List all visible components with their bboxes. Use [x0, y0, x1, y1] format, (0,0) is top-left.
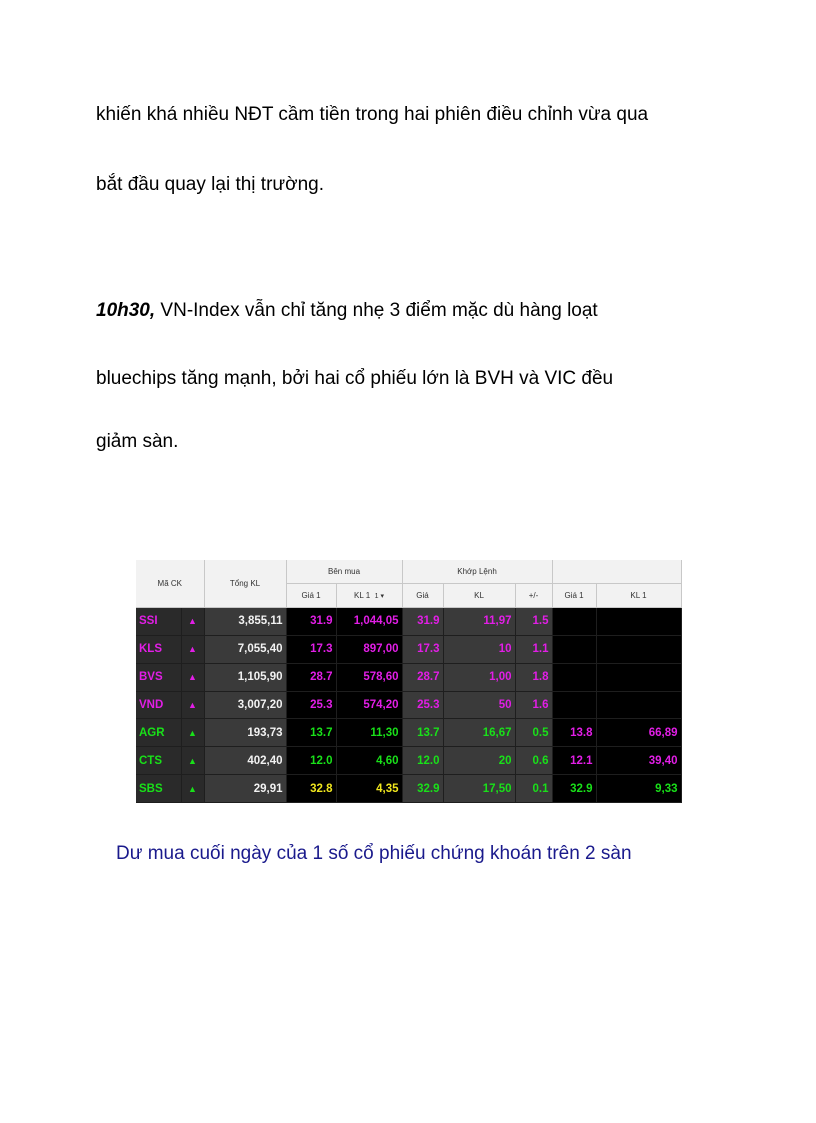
- buy-price-cell: 32.8: [286, 775, 336, 803]
- match-volume-cell: 20: [443, 747, 515, 775]
- up-arrow-icon: ▲: [181, 691, 204, 719]
- buy-price-cell: 12.0: [286, 747, 336, 775]
- header-symbol: Mã CK: [136, 560, 204, 608]
- header-total-volume: Tổng KL: [204, 560, 286, 608]
- match-volume-cell: 1,00: [443, 663, 515, 691]
- sell-price-cell: [552, 663, 596, 691]
- match-price-cell: 17.3: [402, 635, 443, 663]
- buy-volume-cell: 4,35: [336, 775, 402, 803]
- header-buy-vol1[interactable]: [336, 584, 402, 608]
- sell-price-cell: 32.9: [552, 775, 596, 803]
- buy-volume-cell: 11,30: [336, 719, 402, 747]
- total-volume-cell: 7,055,40: [204, 635, 286, 663]
- header-buy-vol1-label: KL 1: [354, 591, 371, 600]
- match-price-cell: 32.9: [402, 775, 443, 803]
- sell-price-cell: 12.1: [552, 747, 596, 775]
- figure-caption: Dư mua cuối ngày của 1 số cổ phiếu chứng khoán trên 2 sàn: [116, 843, 632, 864]
- match-price-cell: 25.3: [402, 691, 443, 719]
- header-sell-price1: Giá 1: [552, 584, 596, 608]
- up-arrow-icon: ▲: [181, 719, 204, 747]
- table-row[interactable]: [136, 663, 681, 691]
- sell-volume-cell: [596, 608, 681, 636]
- table-row[interactable]: [136, 747, 681, 775]
- sell-volume-cell: 39,40: [596, 747, 681, 775]
- change-cell: 0.6: [515, 747, 552, 775]
- sell-price-cell: [552, 635, 596, 663]
- match-price-cell: 28.7: [402, 663, 443, 691]
- body-paragraph-1: khiến khá nhiều NĐT cầm tiền trong hai phiên điều chỉnh vừa qua: [96, 104, 649, 125]
- header-sell-side: [552, 560, 681, 584]
- match-price-cell: 31.9: [402, 608, 443, 636]
- header-sell-vol1: KL 1: [596, 584, 681, 608]
- header-buy-price1: Giá 1: [286, 584, 336, 608]
- symbol-cell: BVS: [136, 663, 181, 691]
- buy-volume-cell: 4,60: [336, 747, 402, 775]
- header-buy-side: Bên mua: [286, 560, 402, 584]
- body-paragraph-2: bắt đầu quay lại thị trường.: [96, 174, 324, 195]
- up-arrow-icon: ▲: [181, 608, 204, 636]
- up-arrow-icon: ▲: [181, 747, 204, 775]
- header-matched: Khớp Lệnh: [402, 560, 552, 584]
- buy-price-cell: 13.7: [286, 719, 336, 747]
- buy-price-cell: 17.3: [286, 635, 336, 663]
- match-price-cell: 12.0: [402, 747, 443, 775]
- total-volume-cell: 402,40: [204, 747, 286, 775]
- buy-price-cell: 28.7: [286, 663, 336, 691]
- buy-volume-cell: 1,044,05: [336, 608, 402, 636]
- total-volume-cell: 29,91: [204, 775, 286, 803]
- header-match-vol: KL: [443, 584, 515, 608]
- sell-price-cell: [552, 691, 596, 719]
- header-match-price: Giá: [402, 584, 443, 608]
- change-cell: 1.1: [515, 635, 552, 663]
- total-volume-cell: 3,855,11: [204, 608, 286, 636]
- match-volume-cell: 50: [443, 691, 515, 719]
- symbol-cell: SBS: [136, 775, 181, 803]
- sell-volume-cell: 66,89: [596, 719, 681, 747]
- buy-volume-cell: 897,00: [336, 635, 402, 663]
- paragraph-3-text: VN-Index vẫn chỉ tăng nhẹ 3 điểm mặc dù hàng loạt: [155, 300, 598, 321]
- header-change: +/-: [515, 584, 552, 608]
- sell-volume-cell: 9,33: [596, 775, 681, 803]
- match-price-cell: 13.7: [402, 719, 443, 747]
- buy-volume-cell: 578,60: [336, 663, 402, 691]
- stock-board-table: [136, 560, 682, 803]
- change-cell: 1.5: [515, 608, 552, 636]
- match-volume-cell: 17,50: [443, 775, 515, 803]
- buy-price-cell: 25.3: [286, 691, 336, 719]
- change-cell: 0.1: [515, 775, 552, 803]
- sell-volume-cell: [596, 635, 681, 663]
- body-paragraph-3: [96, 300, 598, 322]
- buy-price-cell: 31.9: [286, 608, 336, 636]
- sell-volume-cell: [596, 691, 681, 719]
- change-cell: 1.8: [515, 663, 552, 691]
- symbol-cell: AGR: [136, 719, 181, 747]
- match-volume-cell: 16,67: [443, 719, 515, 747]
- change-cell: 1.6: [515, 691, 552, 719]
- symbol-cell: KLS: [136, 635, 181, 663]
- table-row[interactable]: [136, 608, 681, 636]
- body-paragraph-5: giảm sàn.: [96, 431, 179, 452]
- change-cell: 0.5: [515, 719, 552, 747]
- up-arrow-icon: ▲: [181, 663, 204, 691]
- sell-volume-cell: [596, 663, 681, 691]
- total-volume-cell: 3,007,20: [204, 691, 286, 719]
- buy-volume-cell: 574,20: [336, 691, 402, 719]
- sell-price-cell: 13.8: [552, 719, 596, 747]
- sell-price-cell: [552, 608, 596, 636]
- table-row[interactable]: [136, 719, 681, 747]
- symbol-cell: SSI: [136, 608, 181, 636]
- symbol-cell: VND: [136, 691, 181, 719]
- total-volume-cell: 1,105,90: [204, 663, 286, 691]
- time-lead: 10h30,: [96, 300, 156, 321]
- table-row[interactable]: [136, 775, 681, 803]
- total-volume-cell: 193,73: [204, 719, 286, 747]
- body-paragraph-4: bluechips tăng mạnh, bởi hai cổ phiếu lớn là BVH và VIC đều: [96, 368, 614, 389]
- symbol-cell: CTS: [136, 747, 181, 775]
- match-volume-cell: 10: [443, 635, 515, 663]
- table-row[interactable]: [136, 691, 681, 719]
- table-row[interactable]: [136, 635, 681, 663]
- sort-icon[interactable]: 1 ▾: [374, 593, 384, 600]
- match-volume-cell: 11,97: [443, 608, 515, 636]
- up-arrow-icon: ▲: [181, 775, 204, 803]
- up-arrow-icon: ▲: [181, 635, 204, 663]
